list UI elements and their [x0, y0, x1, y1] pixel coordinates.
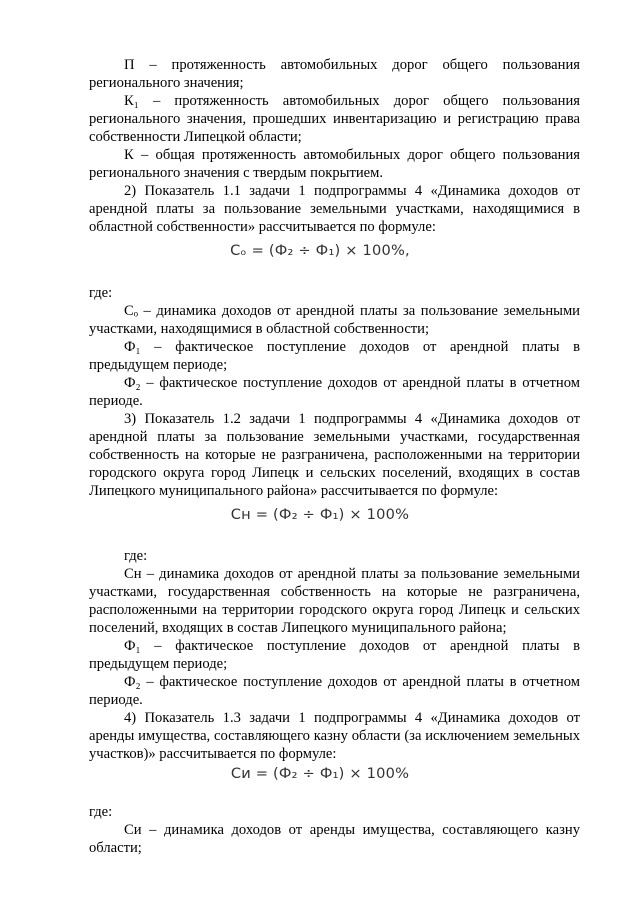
paragraph-co-definition: Cₒ – динамика доходов от арендной платы за пользование земельными участками, находящимися в областной собственности; — [89, 303, 580, 337]
paragraph-f1-definition-a: Ф₁ – фактическое поступление доходов от арендной платы в предыдущем периоде; — [89, 339, 580, 373]
paragraph-item-3: 3) Показатель 1.2 задачи 1 подпрограммы 4 «Динамика доходов от арендной платы за пользование земельными участками, государственная собственность на которые не разграничена, расположенными на территории городского округа город Липецк и сельских поселений, входящих в состав Липецкого муниципального района» рассчитывается по формуле: — [89, 411, 580, 499]
paragraph-k1-definition: К₁ – протяженность автомобильных дорог общего пользования регионального значения, прошедших инвентаризацию и регистрацию права собственности Липецкой области; — [89, 93, 580, 145]
paragraph-cn-definition: Cн – динамика доходов от арендной платы за пользование земельными участками, государственная собственность на которые не разграничена, расположенными на территории городского округа город Липецк и сельских поселений, входящих в состав Липецкого муниципального района; — [89, 566, 580, 636]
label-gde-2: где: — [124, 548, 148, 564]
paragraph-p-definition: П – протяженность автомобильных дорог общего пользования регионального значения; — [89, 57, 580, 91]
paragraph-item-2: 2) Показатель 1.1 задачи 1 подпрограммы 4 «Динамика доходов от арендной платы за пользование земельными участками, находящимися в областной собственности» рассчитывается по формуле: — [89, 183, 580, 235]
formula-ci: Cи = (Ф₂ ÷ Ф₁) × 100% — [230, 765, 410, 782]
formula-cn: Cн = (Ф₂ ÷ Ф₁) × 100% — [230, 506, 410, 523]
label-gde-3: где: — [89, 804, 113, 820]
label-gde-1: где: — [89, 285, 113, 301]
formula-co: Cₒ = (Ф₂ ÷ Ф₁) × 100%, — [230, 242, 410, 259]
paragraph-f2-definition-a: Ф₂ – фактическое поступление доходов от арендной платы в отчетном периоде. — [89, 375, 580, 409]
paragraph-k-definition: К – общая протяженность автомобильных дорог общего пользования регионального значения с твердым покрытием. — [89, 147, 580, 181]
paragraph-f2-definition-b: Ф₂ – фактическое поступление доходов от арендной платы в отчетном периоде. — [89, 674, 580, 708]
paragraph-f1-definition-b: Ф₁ – фактическое поступление доходов от арендной платы в предыдущем периоде; — [89, 638, 580, 672]
paragraph-item-4: 4) Показатель 1.3 задачи 1 подпрограммы 4 «Динамика доходов от аренды имущества, составляющего казну области (за исключением земельных участков)» рассчитывается по формуле: — [89, 710, 580, 762]
paragraph-ci-definition: Cи – динамика доходов от аренды имущества, составляющего казну области; — [89, 822, 580, 856]
